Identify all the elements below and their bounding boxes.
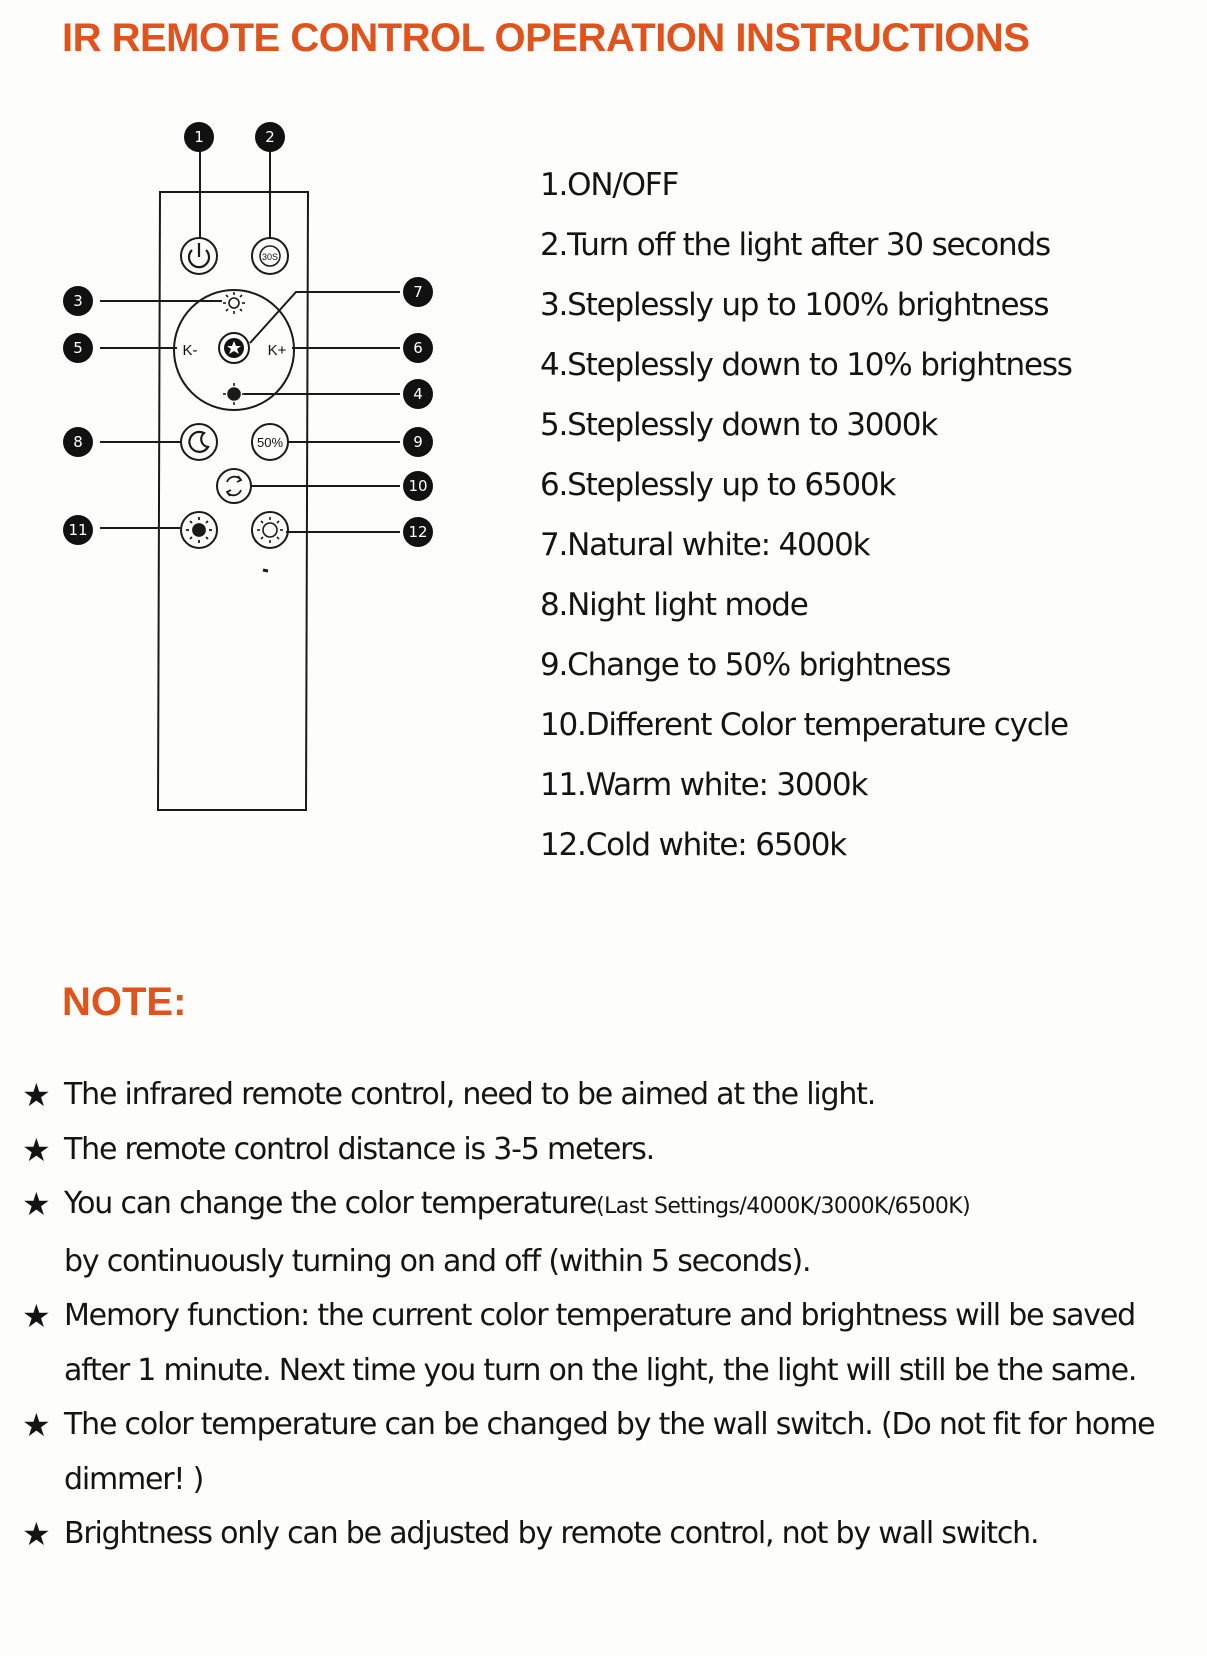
brightness-down-icon	[223, 383, 245, 405]
callout-9: 9	[413, 433, 423, 451]
callout-4: 4	[413, 385, 423, 403]
star-bullet-icon: ★	[22, 1406, 51, 1444]
cycle-button[interactable]	[217, 469, 251, 503]
cold-sun-icon	[257, 517, 283, 543]
ir-dot	[263, 570, 268, 571]
function-item: 3.Steplessly up to 100% brightness	[540, 287, 1049, 323]
cycle-icon	[227, 476, 241, 496]
function-item: 4.Steplessly down to 10% brightness	[540, 347, 1072, 383]
leader-line-7	[250, 292, 400, 343]
timer-label: 30S	[261, 252, 279, 262]
power-icon	[189, 243, 209, 267]
callout-7: 7	[413, 283, 423, 301]
note-item	[22, 1177, 1197, 1289]
note-settings-sequence: (Last Settings/4000K/3000K/6500K)	[596, 1194, 971, 1219]
function-item: 6.Steplessly up to 6500k	[540, 467, 896, 503]
callout-11: 11	[68, 521, 88, 539]
k-plus-label[interactable]: K+	[267, 342, 287, 359]
callout-1: 1	[194, 128, 204, 146]
remote-diagram-svg	[0, 110, 500, 870]
callout-2: 2	[265, 128, 275, 146]
remote-diagram	[0, 110, 500, 870]
function-item: 12.Cold white: 6500k	[540, 827, 847, 863]
star-bullet-icon: ★	[22, 1297, 51, 1335]
function-item: 10.Different Color temperature cycle	[540, 707, 1068, 743]
page-title: IR REMOTE CONTROL OPERATION INSTRUCTIONS	[62, 16, 1030, 60]
function-item: 2.Turn off the light after 30 seconds	[540, 227, 1050, 263]
half-brightness-label: 50%	[256, 435, 284, 450]
callout-10: 10	[408, 477, 428, 495]
note-item	[22, 1398, 1197, 1507]
remote-body	[158, 192, 308, 810]
note-item	[22, 1123, 1197, 1178]
callout-12: 12	[408, 523, 428, 541]
function-item: 7.Natural white: 4000k	[540, 527, 870, 563]
note-text: The color temperature can be changed by the wall switch. (Do not fit for home dimmer! )	[64, 1407, 1155, 1497]
star-bullet-icon: ★	[22, 1515, 51, 1553]
function-list	[540, 155, 1072, 875]
note-text: Memory function: the current color temperature and brightness will be saved after 1 minute. Next time you turn on the light, the light will still be the same.	[64, 1298, 1137, 1388]
function-item: 1.ON/OFF	[540, 167, 679, 203]
star-bullet-icon: ★	[22, 1130, 51, 1169]
note-text: The remote control distance is 3-5 meters.	[64, 1131, 655, 1167]
note-item	[22, 1289, 1197, 1398]
function-item: 8.Night light mode	[540, 587, 808, 623]
callout-8: 8	[73, 433, 83, 451]
function-item: 11.Warm white: 3000k	[540, 767, 868, 803]
callout-3: 3	[73, 292, 83, 310]
callout-5: 5	[73, 339, 83, 357]
star-bullet-icon: ★	[22, 1076, 51, 1114]
k-minus-label[interactable]: K-	[182, 342, 198, 359]
note-item	[22, 1068, 1197, 1123]
note-heading: NOTE:	[62, 980, 187, 1024]
note-item	[22, 1507, 1197, 1562]
note-text: The infrared remote control, need to be aimed at the light.	[64, 1077, 876, 1112]
note-list	[22, 1068, 1197, 1562]
note-text: You can change the color temperature	[64, 1186, 597, 1221]
brightness-up-icon	[223, 292, 245, 314]
night-light-button[interactable]	[181, 424, 217, 460]
callout-6: 6	[413, 339, 423, 357]
star-bullet-icon: ★	[22, 1185, 51, 1223]
note-text: by continuously turning on and off (within 5 seconds).	[64, 1243, 811, 1279]
warm-sun-icon	[186, 517, 212, 543]
function-item: 9.Change to 50% brightness	[540, 647, 951, 683]
note-text: Brightness only can be adjusted by remote control, not by wall switch.	[64, 1516, 1039, 1551]
night-moon-icon	[189, 432, 208, 452]
function-item: 5.Steplessly down to 3000k	[540, 407, 938, 443]
